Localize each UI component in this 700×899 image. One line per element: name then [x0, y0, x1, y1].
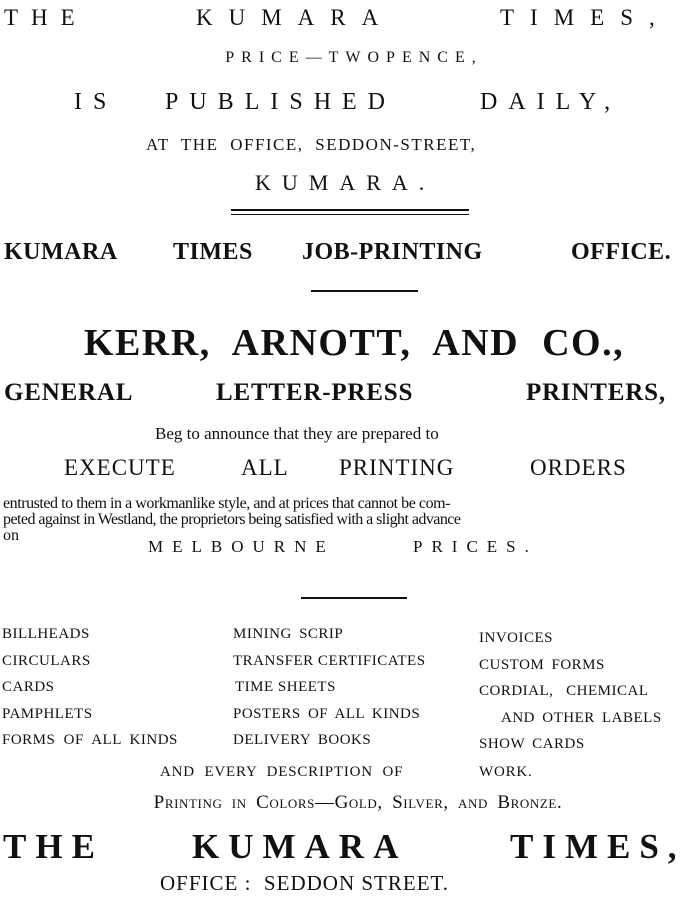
list-column-3: [479, 630, 662, 763]
short-rule-2: [301, 597, 407, 599]
list-item: BILLHEADS: [2, 626, 90, 642]
list-item: TIME SHEETS: [235, 679, 336, 695]
published-word-published: PUBLISHED: [165, 89, 397, 115]
list-item: INVOICES: [479, 630, 553, 646]
list-column-2: [233, 626, 426, 759]
list-item: SHOW CARDS: [479, 736, 585, 752]
list-item: CIRCULARS: [2, 652, 91, 669]
office-text: AT THE OFFICE, SEDDON-STREET,: [146, 135, 477, 154]
colors-line: [0, 793, 700, 812]
firm-name: [0, 324, 700, 362]
body-text-1: entrusted to them in a workmanlike style, and at prices that cannot be com-: [3, 495, 450, 512]
body-line-2: [3, 512, 700, 528]
body-text-3: on: [3, 527, 19, 544]
masthead-word-times: TIMES,: [500, 5, 671, 30]
list-item: DELIVERY BOOKS: [233, 732, 372, 748]
job-word-times: TIMES: [173, 239, 253, 265]
every-text: AND EVERY DESCRIPTION OF: [160, 764, 404, 780]
list-item: CORDIAL, CHEMICAL: [479, 683, 649, 699]
execute-word-1: EXECUTE: [64, 455, 176, 480]
list-item: POSTERS OF ALL KINDS: [233, 705, 421, 722]
footer-word-the: THE: [3, 827, 104, 866]
double-rule-top: [231, 209, 469, 211]
list-item: MINING SCRIP: [233, 626, 344, 642]
price-line: [0, 50, 700, 66]
price-text: PRICE—TWOPENCE,: [225, 49, 483, 66]
trade-word-general: GENERAL: [4, 379, 134, 406]
list-item: PAMPHLETS: [2, 705, 93, 722]
job-word-job-printing: JOB-PRINTING: [302, 239, 483, 265]
published-word-is: IS: [74, 89, 118, 115]
published-word-daily: DAILY,: [480, 89, 622, 115]
execute-word-4: ORDERS: [530, 455, 627, 480]
melbourne-word: MELBOURNE: [148, 537, 335, 556]
trade-word-letterpress: LETTER-PRESS: [216, 379, 414, 406]
double-rule-bottom: [231, 214, 469, 215]
body-text-2: peted against in Westland, the proprietors being satisfied with a slight advance: [3, 511, 461, 528]
prices-word: PRICES.: [413, 537, 538, 556]
list-item: TRANSFER CERTIFICATES: [233, 652, 426, 669]
footer-word-times: TIMES,: [510, 827, 686, 866]
product-list: [0, 626, 700, 756]
job-word-office: OFFICE.: [571, 239, 672, 265]
footer-office-text: OFFICE : SEDDON STREET.: [160, 871, 450, 895]
announce-text: Beg to announce that they are prepared to: [155, 424, 439, 443]
job-word-kumara: KUMARA: [4, 239, 118, 265]
list-column-1: [2, 626, 178, 759]
masthead-word-kumara: KUMARA: [196, 5, 395, 30]
firm-text: KERR, ARNOTT, AND CO.,: [83, 322, 625, 364]
work-text: WORK.: [479, 764, 533, 780]
list-item: FORMS OF ALL KINDS: [2, 732, 178, 748]
colors-text: Printing in Colors—Gold, Silver, and Bronze.: [153, 792, 563, 813]
list-item: CARDS: [2, 679, 55, 695]
list-item: AND OTHER LABELS: [501, 709, 662, 726]
execute-word-3: PRINTING: [339, 455, 455, 480]
masthead-word-the: THE: [4, 5, 88, 30]
body-line-3: [3, 528, 700, 544]
trade-word-printers: PRINTERS,: [526, 379, 666, 406]
list-item: CUSTOM FORMS: [479, 656, 605, 673]
execute-word-2: ALL: [241, 455, 289, 480]
town-text: KUMARA.: [255, 170, 436, 195]
short-rule-1: [311, 290, 418, 292]
footer-word-kumara: KUMARA: [192, 827, 408, 866]
body-line-1: [3, 496, 700, 512]
